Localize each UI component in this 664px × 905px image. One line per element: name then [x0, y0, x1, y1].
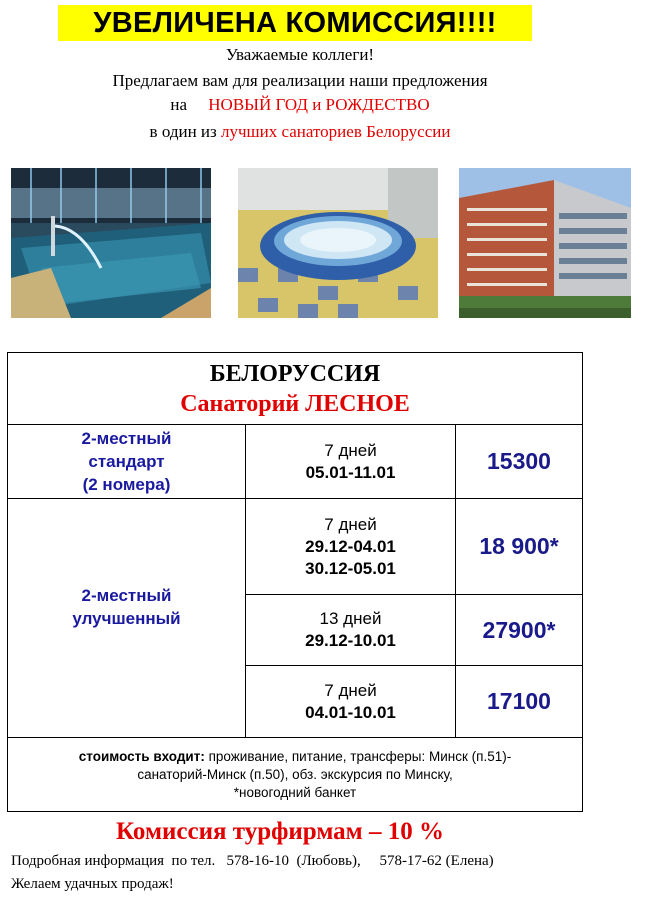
- offer-table: [7, 352, 583, 812]
- intro-line: Предлагаем вам для реализации наши предложения: [112, 71, 488, 90]
- headline-banner: УВЕЛИЧЕНА КОМИССИЯ!!!!: [58, 5, 532, 41]
- duration: 7 дней: [324, 680, 377, 700]
- dates: 04.01-10.01: [305, 702, 396, 722]
- price-includes: [8, 738, 583, 812]
- holiday-highlight: НОВЫЙ ГОД и РОЖДЕСТВО: [208, 95, 430, 114]
- room-type-improved: [8, 499, 246, 738]
- intro-sanatorium-line: [0, 121, 600, 143]
- greeting: Уважаемые коллеги!: [225, 45, 375, 64]
- includes-text: *новогодний банкет: [233, 784, 357, 800]
- room-name-line: (2 номера): [82, 475, 171, 494]
- offer-header: [8, 353, 583, 425]
- commission-note: Комиссия турфирмам – 10 %: [116, 818, 444, 845]
- price-cell: 17100: [456, 666, 583, 738]
- includes-text: санаторий-Минск (п.50), обз. экскурсия по Минску,: [137, 766, 453, 782]
- duration: 13 дней: [319, 609, 382, 628]
- room-name-line: улучшенный: [72, 609, 181, 628]
- jacuzzi-photo: [238, 168, 438, 318]
- intro-holiday-prefix: на: [170, 95, 188, 114]
- dates: 29.12-04.01: [305, 536, 396, 556]
- dates: 29.12-10.01: [305, 631, 396, 650]
- room-type-standard: [8, 425, 246, 499]
- intro-holiday-line: [0, 94, 600, 116]
- includes-text: проживание, питание, трансферы: Минск (п.51)-: [204, 748, 512, 764]
- room-name-line: 2-местный: [81, 429, 172, 448]
- indoor-pool-photo: [11, 168, 211, 318]
- period-cell: [246, 425, 456, 499]
- period-cell: [246, 499, 456, 595]
- contact-info: Подробная информация по тел. 578-16-10 (Любовь), 578-17-62 (Елена): [11, 853, 494, 869]
- period-cell: [246, 666, 456, 738]
- dates: 30.12-05.01: [305, 558, 396, 578]
- country-title: БЕЛОРУССИЯ: [209, 360, 381, 387]
- closing-wish: Желаем удачных продаж!: [11, 876, 174, 892]
- includes-label: стоимость входит:: [78, 748, 205, 764]
- room-name-line: 2-местный: [81, 586, 172, 605]
- dates: 05.01-11.01: [305, 462, 396, 482]
- sanatorium-building-photo: [459, 168, 631, 318]
- price-cell: 15300: [456, 425, 583, 499]
- hotel-title: Санаторий ЛЕСНОЕ: [180, 390, 410, 417]
- duration: 7 дней: [324, 514, 377, 534]
- price-cell: 18 900*: [456, 499, 583, 595]
- intro-sanatorium-prefix: в один из: [149, 122, 217, 141]
- sanatorium-highlight: лучших санаториев Белоруссии: [221, 122, 451, 141]
- duration: 7 дней: [324, 440, 377, 460]
- price-cell: 27900*: [456, 595, 583, 666]
- room-name-line: стандарт: [88, 452, 165, 471]
- period-cell: [246, 595, 456, 666]
